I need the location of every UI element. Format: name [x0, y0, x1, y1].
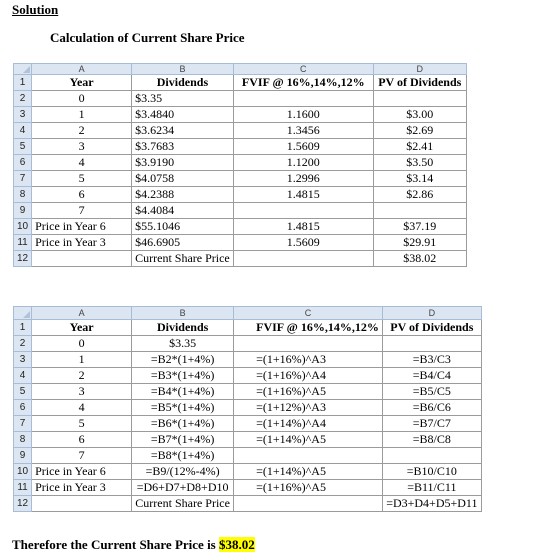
cell-c[interactable]: 1.2996: [233, 171, 373, 187]
conclusion-text: Therefore the Current Share Price is: [12, 537, 219, 552]
cell-d[interactable]: $3.50: [373, 155, 466, 171]
row-header[interactable]: 11: [14, 235, 32, 251]
cell-c[interactable]: [234, 336, 383, 352]
table-row: [14, 368, 482, 384]
select-all-corner[interactable]: [14, 64, 32, 75]
row-header[interactable]: 4: [14, 368, 32, 384]
cell-b[interactable]: $4.0758: [132, 171, 234, 187]
cell-c[interactable]: [234, 496, 383, 512]
cell-a[interactable]: [32, 251, 132, 267]
cell-a[interactable]: 3: [32, 139, 132, 155]
row-header[interactable]: 1: [14, 320, 32, 336]
formulas-spreadsheet: [13, 306, 482, 512]
cell-b[interactable]: =B9/(12%-4%): [132, 464, 234, 480]
cell-c[interactable]: [233, 203, 373, 219]
cell-a[interactable]: 7: [32, 203, 132, 219]
cell-b[interactable]: $3.6234: [132, 123, 234, 139]
cell-a[interactable]: 1: [32, 352, 132, 368]
cell-d[interactable]: $29.91: [373, 235, 466, 251]
cell-c[interactable]: =(1+12%)^A3: [234, 400, 383, 416]
row-header[interactable]: 2: [14, 91, 32, 107]
column-header-d[interactable]: D: [382, 307, 481, 320]
table-row: [14, 171, 467, 187]
table-row: [14, 352, 482, 368]
cell-c[interactable]: [233, 91, 373, 107]
cell-d[interactable]: [373, 203, 466, 219]
column-header-c[interactable]: C: [233, 64, 373, 75]
cell-c[interactable]: =(1+14%)^A4: [234, 416, 383, 432]
cell-a[interactable]: 5: [32, 171, 132, 187]
row-header[interactable]: 6: [14, 400, 32, 416]
cell-c[interactable]: 1.1600: [233, 107, 373, 123]
cell-c[interactable]: =(1+16%)^A5: [234, 480, 383, 496]
cell-d[interactable]: =B3/C3: [382, 352, 481, 368]
cell-a[interactable]: 2: [32, 368, 132, 384]
cell-b[interactable]: =B3*(1+4%): [132, 368, 234, 384]
table-row: [14, 448, 482, 464]
cell-b[interactable]: $3.7683: [132, 139, 234, 155]
table-row: [14, 496, 482, 512]
cell-a[interactable]: Year: [32, 320, 132, 336]
table-row: [14, 320, 482, 336]
cell-c[interactable]: 1.5609: [233, 139, 373, 155]
table-row: [14, 91, 467, 107]
cell-a[interactable]: [32, 496, 132, 512]
column-header-b[interactable]: B: [132, 307, 234, 320]
table-row: [14, 219, 467, 235]
cell-b[interactable]: =B5*(1+4%): [132, 400, 234, 416]
cell-d[interactable]: =B10/C10: [382, 464, 481, 480]
cell-a[interactable]: 4: [32, 155, 132, 171]
table-row: [14, 384, 482, 400]
cell-c[interactable]: 1.4815: [233, 219, 373, 235]
cell-d[interactable]: =B4/C4: [382, 368, 481, 384]
values-spreadsheet: [13, 63, 467, 267]
row-header[interactable]: 10: [14, 219, 32, 235]
cell-a[interactable]: 0: [32, 91, 132, 107]
cell-d[interactable]: $2.86: [373, 187, 466, 203]
cell-a[interactable]: 3: [32, 384, 132, 400]
solution-heading: Solution: [12, 2, 59, 17]
row-header[interactable]: 5: [14, 139, 32, 155]
table-row: [14, 432, 482, 448]
cell-b[interactable]: =B8*(1+4%): [132, 448, 234, 464]
cell-a[interactable]: Price in Year 3: [32, 480, 132, 496]
cell-b[interactable]: Dividends: [132, 320, 234, 336]
cell-b[interactable]: $46.6905: [132, 235, 234, 251]
current-share-price-value: $38.02: [219, 537, 255, 552]
cell-b[interactable]: =B7*(1+4%): [132, 432, 234, 448]
row-header[interactable]: 12: [14, 251, 32, 267]
table-row: [14, 139, 467, 155]
table-row: [14, 203, 467, 219]
column-header-row: [14, 64, 467, 75]
cell-c[interactable]: =(1+14%)^A5: [234, 432, 383, 448]
table-row: [14, 235, 467, 251]
cell-d[interactable]: [382, 336, 481, 352]
table-row: [14, 187, 467, 203]
row-header[interactable]: 9: [14, 203, 32, 219]
column-header-row: [14, 307, 482, 320]
row-header[interactable]: 12: [14, 496, 32, 512]
cell-c[interactable]: [233, 251, 373, 267]
row-header[interactable]: 7: [14, 171, 32, 187]
table-row: [14, 400, 482, 416]
row-header[interactable]: 3: [14, 107, 32, 123]
cell-c[interactable]: [234, 448, 383, 464]
cell-b[interactable]: =D6+D7+D8+D10: [132, 480, 234, 496]
cell-a[interactable]: 1: [32, 107, 132, 123]
cell-d[interactable]: $3.14: [373, 171, 466, 187]
cell-a[interactable]: 0: [32, 336, 132, 352]
cell-d[interactable]: =B6/C6: [382, 400, 481, 416]
column-header-a[interactable]: A: [32, 64, 132, 75]
cell-b[interactable]: Current Share Price: [132, 251, 234, 267]
cell-a[interactable]: Price in Year 3: [32, 235, 132, 251]
select-all-corner[interactable]: [14, 307, 32, 320]
cell-b[interactable]: $3.9190: [132, 155, 234, 171]
cell-c[interactable]: =(1+14%)^A5: [234, 464, 383, 480]
cell-b[interactable]: Current Share Price: [132, 496, 234, 512]
cell-c[interactable]: 1.4815: [233, 187, 373, 203]
cell-a[interactable]: Price in Year 6: [32, 219, 132, 235]
cell-b[interactable]: =B4*(1+4%): [132, 384, 234, 400]
cell-c[interactable]: 1.3456: [233, 123, 373, 139]
table-row: [14, 251, 467, 267]
column-header-b[interactable]: B: [132, 64, 234, 75]
cell-c[interactable]: FVIF @ 16%,14%,12%: [234, 320, 383, 336]
cell-b[interactable]: $3.35: [132, 91, 234, 107]
row-header[interactable]: 8: [14, 187, 32, 203]
table-row: [14, 123, 467, 139]
table-row: [14, 75, 467, 91]
row-header[interactable]: 8: [14, 432, 32, 448]
conclusion-sentence: [12, 537, 255, 553]
cell-d[interactable]: =B11/C11: [382, 480, 481, 496]
cell-d[interactable]: =D3+D4+D5+D11: [382, 496, 481, 512]
cell-b[interactable]: $4.2388: [132, 187, 234, 203]
cell-a[interactable]: 5: [32, 416, 132, 432]
cell-c[interactable]: 1.1200: [233, 155, 373, 171]
cell-a[interactable]: 7: [32, 448, 132, 464]
table-row: [14, 155, 467, 171]
cell-b[interactable]: =B6*(1+4%): [132, 416, 234, 432]
cell-d[interactable]: $2.41: [373, 139, 466, 155]
row-header[interactable]: 7: [14, 416, 32, 432]
column-header-a[interactable]: A: [32, 307, 132, 320]
cell-d[interactable]: =B7/C7: [382, 416, 481, 432]
cell-d[interactable]: =B8/C8: [382, 432, 481, 448]
cell-d[interactable]: $37.19: [373, 219, 466, 235]
column-header-d[interactable]: D: [373, 64, 466, 75]
cell-b[interactable]: $3.35: [132, 336, 234, 352]
cell-c[interactable]: FVIF @ 16%,14%,12%: [233, 75, 373, 91]
cell-c[interactable]: =(1+16%)^A3: [234, 352, 383, 368]
table-row: [14, 464, 482, 480]
column-header-c[interactable]: C: [234, 307, 383, 320]
cell-d[interactable]: PV of Dividends: [382, 320, 481, 336]
cell-d[interactable]: $3.00: [373, 107, 466, 123]
cell-d[interactable]: =B5/C5: [382, 384, 481, 400]
cell-d[interactable]: PV of Dividends: [373, 75, 466, 91]
cell-a[interactable]: 6: [32, 187, 132, 203]
cell-b[interactable]: $55.1046: [132, 219, 234, 235]
cell-a[interactable]: 2: [32, 123, 132, 139]
row-header[interactable]: 4: [14, 123, 32, 139]
cell-c[interactable]: =(1+16%)^A5: [234, 384, 383, 400]
cell-a[interactable]: Price in Year 6: [32, 464, 132, 480]
row-header[interactable]: 2: [14, 336, 32, 352]
cell-a[interactable]: Year: [32, 75, 132, 91]
cell-c[interactable]: 1.5609: [233, 235, 373, 251]
cell-b[interactable]: $4.4084: [132, 203, 234, 219]
row-header[interactable]: 1: [14, 75, 32, 91]
cell-c[interactable]: =(1+16%)^A4: [234, 368, 383, 384]
cell-b[interactable]: Dividends: [132, 75, 234, 91]
table-row: [14, 480, 482, 496]
cell-a[interactable]: 4: [32, 400, 132, 416]
row-header[interactable]: 5: [14, 384, 32, 400]
row-header[interactable]: 10: [14, 464, 32, 480]
cell-b[interactable]: =B2*(1+4%): [132, 352, 234, 368]
table-row: [14, 416, 482, 432]
cell-d[interactable]: [382, 448, 481, 464]
cell-a[interactable]: 6: [32, 432, 132, 448]
cell-d[interactable]: [373, 91, 466, 107]
row-header[interactable]: 11: [14, 480, 32, 496]
section-title: Calculation of Current Share Price: [50, 30, 245, 45]
row-header[interactable]: 9: [14, 448, 32, 464]
cell-d[interactable]: $38.02: [373, 251, 466, 267]
table-row: [14, 107, 467, 123]
row-header[interactable]: 3: [14, 352, 32, 368]
cell-b[interactable]: $3.4840: [132, 107, 234, 123]
cell-d[interactable]: $2.69: [373, 123, 466, 139]
row-header[interactable]: 6: [14, 155, 32, 171]
table-row: [14, 336, 482, 352]
